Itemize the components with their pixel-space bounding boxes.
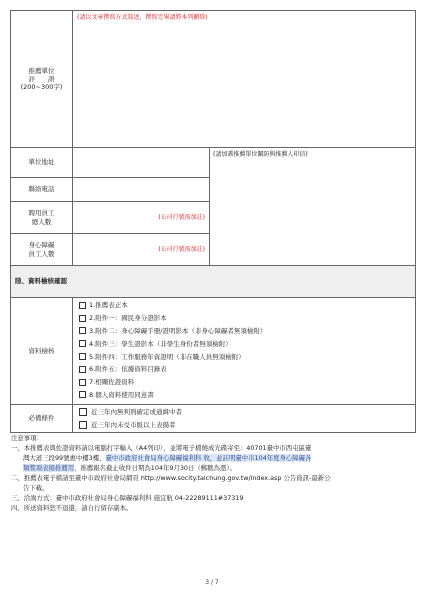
required-row [11,405,416,433]
required-item-label: 近三年內未受市級以上表揚者 [91,420,176,429]
checklist-items [73,298,416,405]
recommend-comment-label-line1: 推薦單位 [28,66,55,75]
note-item-3: 三、洽詢方式：臺中市政府社會局身心障礙福利科 施宜航 04-22289111#37319 [11,494,244,502]
required-item[interactable] [73,419,415,432]
unit-address-label: 單位地址 [11,148,73,178]
checklist-item-label: 2.附件一：國民身分證影本 [89,314,167,323]
checkbox[interactable] [79,353,86,360]
page-number: 3 / 7 [205,579,219,586]
checklist-label: 資料檢核 [11,298,73,405]
stamp-note: (請加蓋推薦單位關防與推薦人印信) [213,151,308,158]
checklist-item-label: 3.附件二：身心障礙手冊/證明影本（非身心障礙者無須檢附） [89,326,267,335]
note-item-1-highlight-2: 類獎項表揚推薦用 [23,464,75,472]
required-items [73,405,416,433]
stamp-area [210,148,416,266]
employees-label-line2: 總人數 [31,217,52,226]
recommendation-form-table [10,10,416,433]
unit-address-row [11,148,416,178]
checklist-item-label: 5.附件四：工作服務年資證明（非在職人員無須檢附） [89,352,245,361]
disabled-employees-field[interactable] [73,234,210,266]
checklist-item-label: 1.推薦表正本 [89,301,128,310]
checklist-item[interactable] [73,337,415,350]
notes-title: 注意事項： [11,434,43,442]
checklist-item-label: 7.相關佐證資料 [89,378,135,387]
recommend-comment-row [11,11,416,148]
checklist-item[interactable] [73,350,415,363]
note-item-1-line3 [11,463,415,473]
checkbox[interactable] [79,421,87,429]
checkbox[interactable] [79,391,86,398]
employees-note: (公司行號需加註) [158,214,205,222]
required-item[interactable] [73,406,415,419]
contact-phone-label: 聯絡電話 [11,178,73,202]
section-header-row [11,266,416,298]
section-title: 陸、資料檢核確認 [11,266,416,298]
checklist-item[interactable] [73,312,415,325]
note-item-2-line2: 告下載。 [23,484,49,492]
disabled-employees-note: (公司行號需加註) [158,246,205,254]
note-item-4: 四、所送資料恕不退還，請自行留存副本。 [11,504,133,512]
contact-phone-field[interactable] [73,178,210,202]
note-item-1-line1: 一、本推薦表與佐證資料請以電腦打字輸入（A4列印），並將電子檔燒成光碟寄至：40701臺中市西屯區臺 [11,444,312,452]
note-item-1-deadline: ，推薦報名截止收件日期為104年9月30日（郵戳為憑）。 [74,464,236,472]
required-label: 必備條件 [11,405,73,433]
checkbox[interactable] [79,379,86,386]
checklist-item-label: 4.附件三：學生證影本（非學生身份者無須檢附） [89,339,232,348]
checkbox[interactable] [79,366,86,373]
checkbox[interactable] [79,315,86,322]
disabled-employees-label [11,234,73,266]
checkbox[interactable] [79,302,86,309]
note-item-2: 二、推薦表電子檔請至臺中市政府社會局網頁 http://www.socity.taichung.gov.tw/index.asp 公告資訊-最新公 [11,474,331,482]
notes-section [11,433,415,513]
recommend-comment-label-line3: (200~300字) [20,83,63,92]
disabled-employees-label-line1: 身心障礙 [28,241,55,250]
recommend-comment-label [11,11,73,148]
note-item-1-highlight: 臺中市政府社會局身心障礙福利科 收，並註明臺中市104年度身心障礙各 [105,454,312,462]
recommend-comment-field[interactable] [73,11,416,148]
unit-address-field[interactable] [73,148,210,178]
employees-label-line1: 聘用員工 [28,209,55,218]
checklist-item[interactable] [73,389,415,402]
checklist-item[interactable] [73,325,415,338]
checklist-item-label: 6.附件五：依據資料目錄表 [89,365,167,374]
note-item-1-address: 灣大道三段99號惠中樓3樓， [23,454,106,462]
employees-field[interactable] [73,202,210,234]
checkbox[interactable] [79,340,86,347]
checklist-item[interactable] [73,376,415,389]
disabled-employees-label-line2: 員工人數 [28,249,55,258]
recommend-comment-label-line2: 評 語 [28,74,55,83]
checklist-row [11,298,416,405]
checklist-item[interactable] [73,299,415,312]
checklist-item[interactable] [73,363,415,376]
checklist-item-label: 8.個人資料使用同意書 [89,390,154,399]
checkbox[interactable] [79,408,87,416]
note-item-1-line2 [11,453,415,463]
required-item-label: 近三年內無判刑確定或通緝中者 [91,408,182,417]
recommend-comment-note: (請以文章撰寫方式敘述，撰寫完畢請將本列刪除) [77,14,208,21]
employees-label [11,202,73,234]
checkbox[interactable] [79,327,86,334]
